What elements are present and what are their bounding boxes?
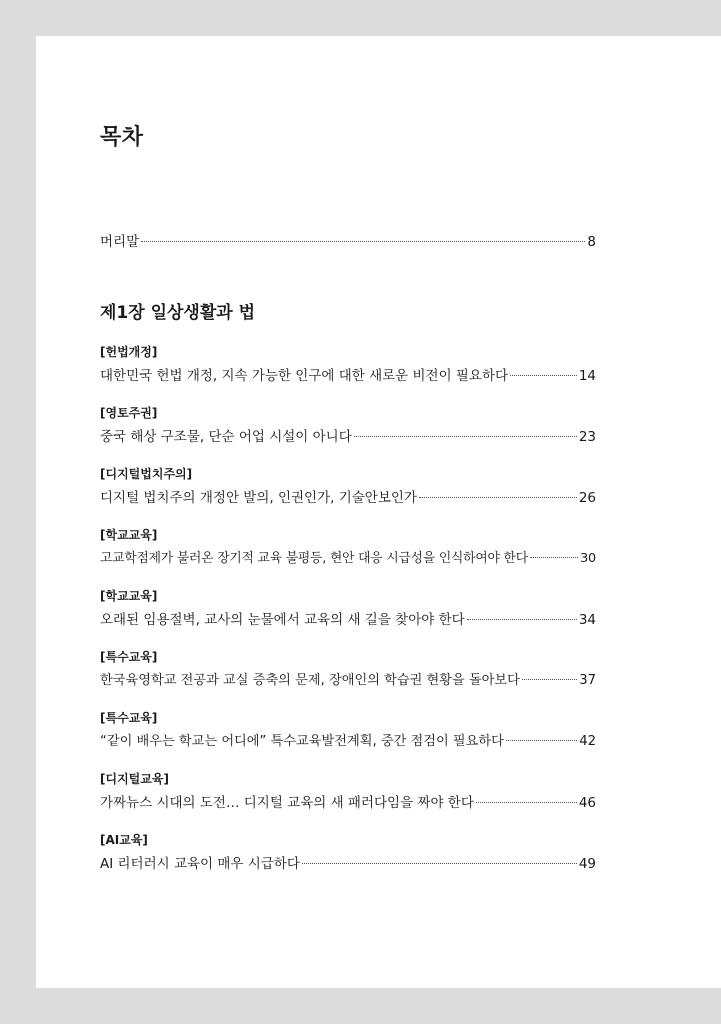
dot-leader: [530, 557, 578, 558]
toc-entry-category: [디지털법치주의]: [100, 467, 193, 481]
toc-entry-category: [디지털교육]: [100, 772, 169, 786]
toc-entry-page: 34: [578, 612, 596, 628]
toc-entry-title: 디지털 법치주의 개정안 발의, 인권인가, 기술안보인가: [100, 490, 417, 506]
dot-leader: [510, 375, 577, 376]
toc-entry-page: 30: [580, 551, 596, 566]
toc-entry-title: 중국 해상 구조물, 단순 어업 시설이 아니다: [100, 429, 352, 445]
dot-leader: [476, 802, 577, 803]
toc-entry-page: 8: [587, 234, 596, 250]
dot-leader: [141, 241, 585, 242]
toc-entry-title: 가짜뉴스 시대의 도전… 디지털 교육의 새 패러다임을 짜야 한다: [100, 795, 474, 811]
dot-leader: [419, 497, 577, 498]
toc-entry[interactable]: [100, 611, 596, 629]
toc-entry-category: [특수교육]: [100, 650, 158, 664]
dot-leader: [302, 863, 577, 864]
toc-entry[interactable]: [100, 428, 596, 446]
toc-entry-title: 고교학점제가 불러온 장기적 교육 불평등, 현안 대응 시급성을 인식하여야 한다: [100, 551, 528, 566]
chapter-title: 제1장 일상생활과 법: [100, 303, 256, 323]
toc-entry-category: [학교교육]: [100, 528, 158, 542]
toc-entry-page: 37: [579, 673, 596, 688]
toc-entry-category: [AI교육]: [100, 833, 148, 847]
toc-entry-title: 오래된 임용절벽, 교사의 눈물에서 교육의 새 길을 찾아야 한다: [100, 612, 465, 628]
toc-entry-preface[interactable]: [100, 233, 596, 251]
toc-entry-page: 42: [579, 734, 596, 749]
toc-entry[interactable]: [100, 550, 596, 568]
toc-entry[interactable]: [100, 367, 596, 385]
toc-entry[interactable]: [100, 855, 596, 873]
toc-entry-page: 49: [578, 856, 596, 872]
toc-entry-page: 46: [578, 795, 596, 811]
toc-entry-page: 23: [578, 429, 596, 445]
toc-entry[interactable]: [100, 489, 596, 507]
toc-entry-title: 머리말: [100, 234, 140, 250]
dot-leader: [354, 436, 577, 437]
toc-entry-page: 14: [578, 368, 596, 384]
toc-entry[interactable]: [100, 794, 596, 812]
toc-entry-title: 한국육영학교 전공과 교실 증축의 문제, 장애인의 학습권 현황을 돌아보다: [100, 673, 520, 688]
toc-entry-title: 대한민국 헌법 개정, 지속 가능한 인구에 대한 새로운 비전이 필요하다: [100, 368, 509, 384]
toc-entry-category: [영토주권]: [100, 406, 158, 420]
toc-entry[interactable]: [100, 733, 596, 751]
dot-leader: [467, 619, 577, 620]
toc-entry-title: “같이 배우는 학교는 어디에” 특수교육발전계획, 중간 점검이 필요하다: [100, 734, 504, 749]
toc-entry-category: [특수교육]: [100, 711, 158, 725]
dot-leader: [522, 679, 577, 680]
dot-leader: [506, 740, 577, 741]
toc-title: 목차: [100, 125, 144, 150]
toc-entry-category: [헌법개정]: [100, 345, 158, 359]
toc-entry-category: [학교교육]: [100, 589, 158, 603]
toc-entry-page: 26: [578, 490, 596, 506]
document-page: [36, 36, 721, 988]
toc-entry[interactable]: [100, 672, 596, 690]
toc-entry-title: AI 리터러시 교육이 매우 시급하다: [100, 856, 300, 872]
